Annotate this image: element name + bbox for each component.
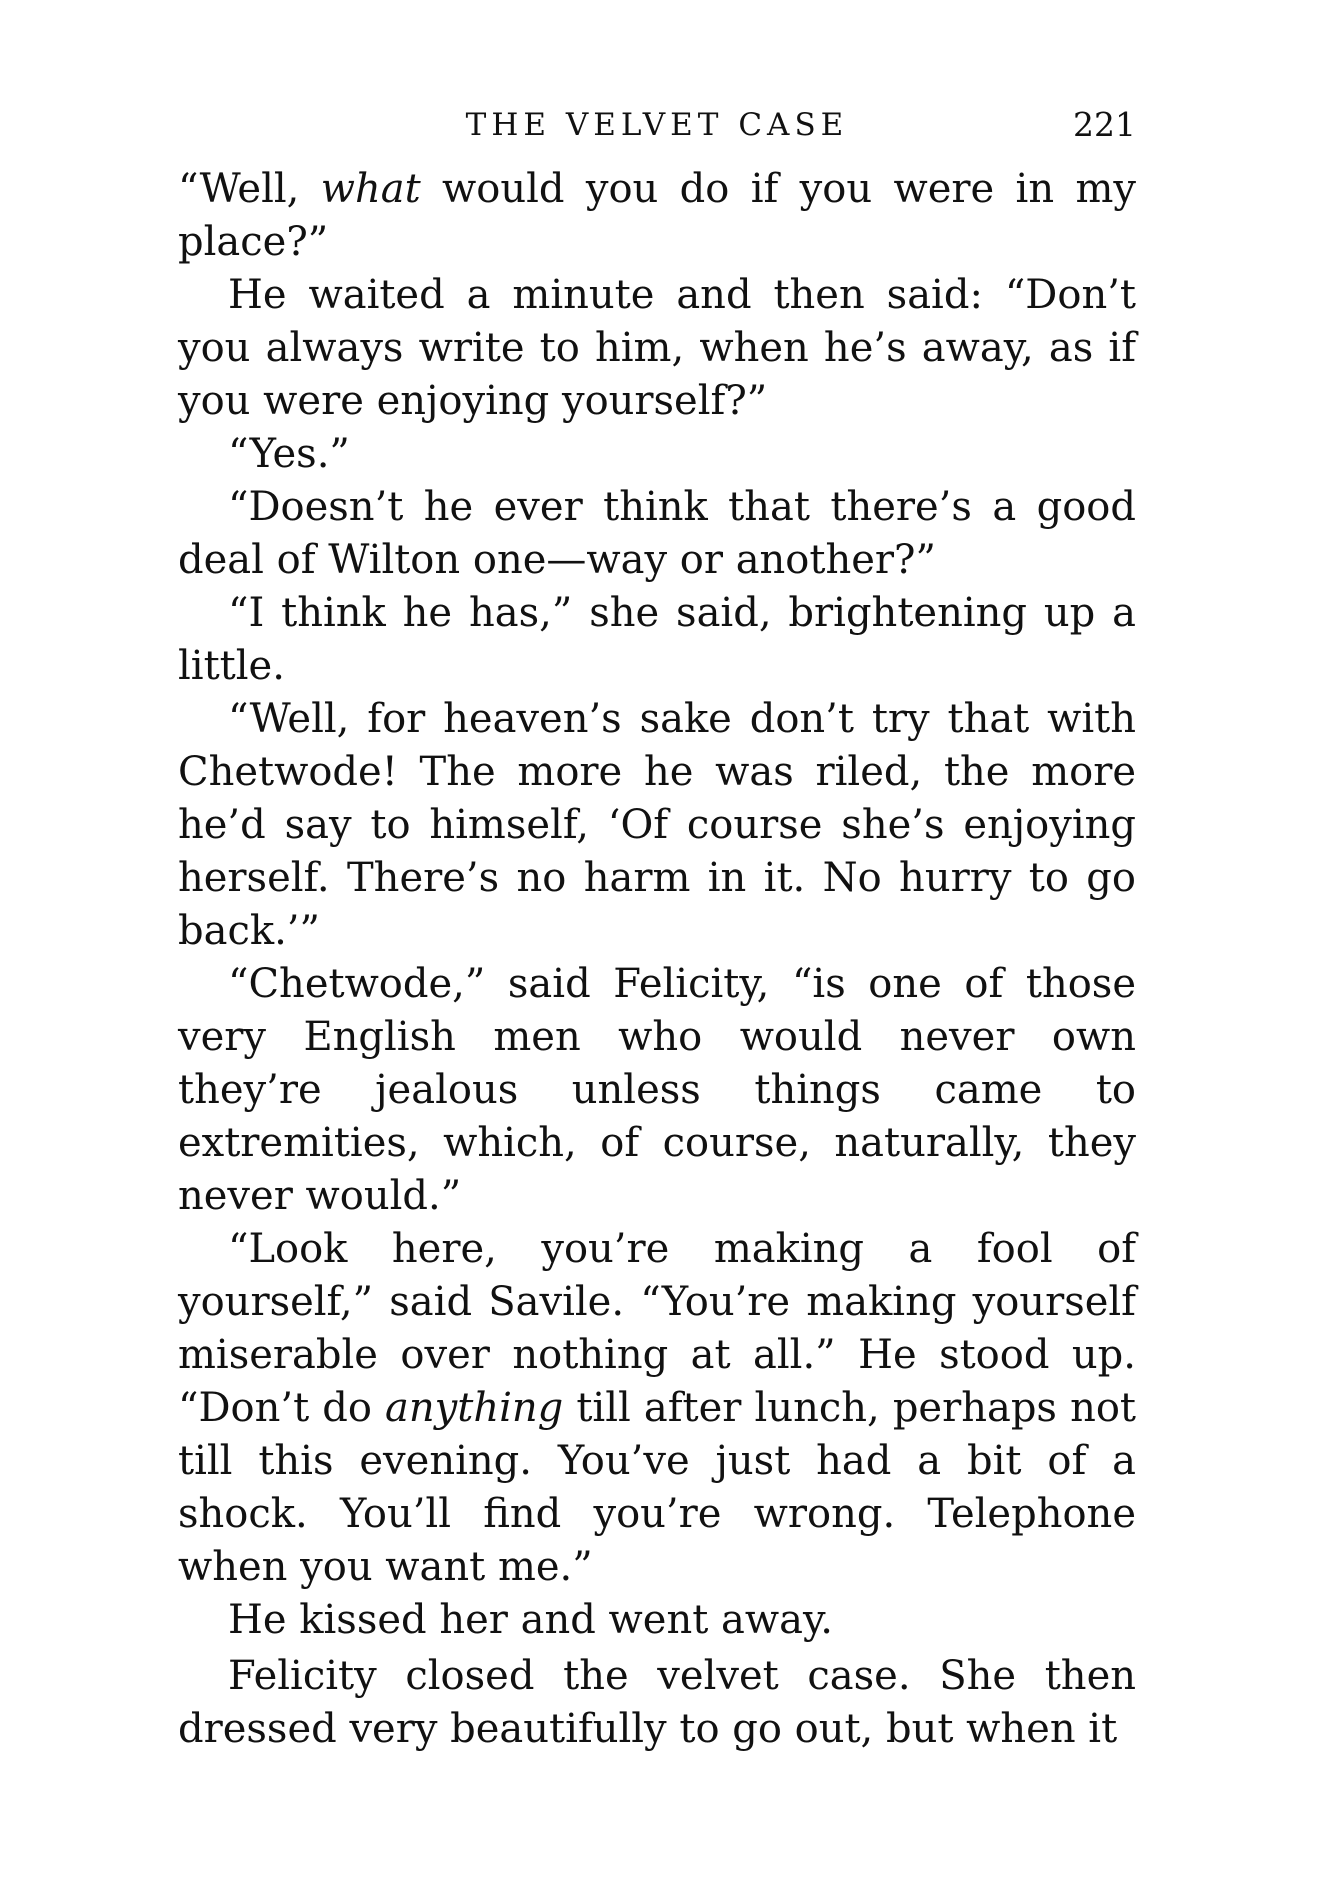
- paragraph: [178, 163, 1136, 269]
- text-run: He waited a minute and then said: “Don’t you always write to him, when he’s away, as if you were enjoying yourself?”: [178, 272, 1136, 424]
- text-run: “Look here, you’re making a fool of yourself,” said Savile. “You’re making yourself miserable over nothing at all.” He stood up. “Don’t do: [178, 1226, 1136, 1431]
- paragraph: [178, 587, 1136, 693]
- paragraph: [178, 1594, 1136, 1647]
- text-run: would you do if you were in my place?”: [178, 166, 1136, 265]
- text-run: till after lunch, perhaps not till this evening. You’ve just had a bit of a shock. You’ll find you’re wrong. Telephone when you want me.”: [178, 1385, 1136, 1590]
- page-number: 221: [1073, 105, 1136, 144]
- text-run: “I think he has,” she said, brightening up a little.: [178, 590, 1136, 689]
- text-run: Felicity closed the velvet case. She then dressed very beautifully to go out, but when it: [178, 1653, 1136, 1752]
- text-run: “Well,: [178, 166, 321, 212]
- text-run: “Doesn’t he ever think that there’s a good deal of Wilton one—way or another?”: [178, 484, 1136, 583]
- paragraph: [178, 1223, 1136, 1594]
- text-run: “Well, for heaven’s sake don’t try that with Chetwode! The more he was riled, the more he’d say to himself, ‘Of course she’s enjoying herself. There’s no harm in it. No hurry to go back.’”: [178, 696, 1136, 954]
- paragraph: [178, 693, 1136, 958]
- text-run: “Yes.”: [228, 431, 350, 477]
- text-run: He kissed her and went away.: [228, 1597, 833, 1643]
- paragraph: [178, 1650, 1136, 1756]
- italic-emphasis: anything: [385, 1385, 564, 1431]
- text-run: “Chetwode,” said Felicity, “is one of those very English men who would never own they’re jealous unless things came to extremities, which, of course, naturally, they never would.”: [178, 961, 1136, 1219]
- body-text: [178, 163, 1136, 1756]
- paragraph: [178, 958, 1136, 1223]
- italic-emphasis: what: [320, 166, 421, 212]
- running-head: [178, 100, 1136, 150]
- paragraph: [178, 428, 1136, 481]
- running-title: THE VELVET CASE: [465, 107, 849, 143]
- paragraph: [178, 481, 1136, 587]
- paragraph: [178, 269, 1136, 428]
